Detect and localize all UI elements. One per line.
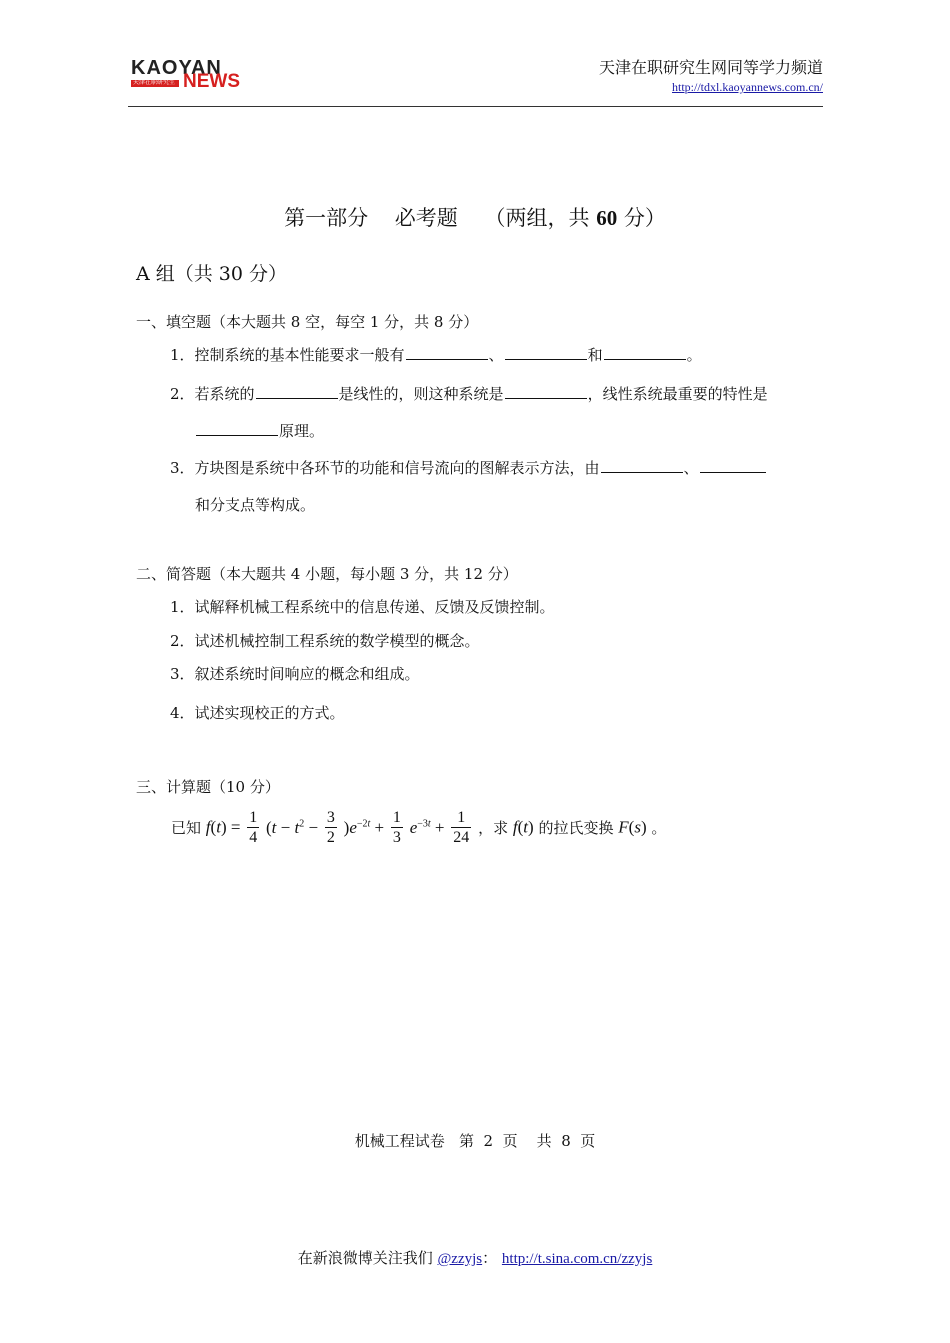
formula-ft: f(t) xyxy=(512,817,534,837)
question-2-3: 3．叙述系统时间响应的概念和组成。 xyxy=(170,665,420,683)
q1-text: 1．控制系统的基本性能要求一般有 xyxy=(170,346,405,364)
part-title xyxy=(0,204,950,232)
logo-main-text: KAOYAN xyxy=(131,57,222,79)
formula-given: 已知 xyxy=(171,819,202,837)
weibo-colon: ： xyxy=(482,1249,502,1267)
logo-tagline: 天津在职研究生 xyxy=(133,79,176,86)
question-2-2: 2．试述机械控制工程系统的数学模型的概念。 xyxy=(170,632,480,650)
q3-text-a: 3．方块图是系统中各环节的功能和信号流向的图解表示方法，由 xyxy=(170,459,600,477)
section3-heading: 三、计算题（10 分） xyxy=(136,778,280,796)
part-title-suffix: 分） xyxy=(617,206,666,230)
header-divider xyxy=(128,106,823,107)
answer-blank xyxy=(505,384,587,399)
answer-blank xyxy=(505,345,587,360)
fraction-1-24: $\frac{1}{24}$ xyxy=(453,809,470,846)
q2-text-a: 2．若系统的 xyxy=(170,385,255,403)
weibo-text: 在新浪微博关注我们 xyxy=(297,1249,438,1267)
q1-end: 。 xyxy=(686,346,702,364)
answer-blank xyxy=(604,345,686,360)
answer-blank xyxy=(256,384,338,399)
answer-blank xyxy=(406,345,488,360)
kaoyan-logo xyxy=(131,58,251,94)
group-title: A 组（共 30 分） xyxy=(136,263,288,285)
formula-exp-2: $e^{-3t}$ + xyxy=(409,817,445,837)
q2-text-c: ，线性系统最重要的特性是 xyxy=(587,385,768,403)
answer-blank xyxy=(700,458,766,473)
laplace-formula xyxy=(171,808,666,858)
question-1-1 xyxy=(170,345,702,365)
question-1-3 xyxy=(170,458,767,478)
q2-text-d: 原理。 xyxy=(279,422,325,440)
weibo-handle-link[interactable]: @zzyjs xyxy=(437,1251,483,1267)
site-name: 天津在职研究生网同等学力频道 xyxy=(598,58,823,77)
fraction-1-3: $\frac{1}{3}$ xyxy=(392,809,401,846)
formula-end: 。 xyxy=(651,819,667,837)
logo-tagline-bar xyxy=(131,80,179,87)
part-title-score: 60 xyxy=(596,206,618,230)
formula-ask2: 的拉氏变换 xyxy=(538,819,614,837)
question-1-3-cont: 和分支点等构成。 xyxy=(195,496,316,514)
question-2-1: 1．试解释机械工程系统中的信息传递、反馈及反馈控制。 xyxy=(170,598,555,616)
q1-sep2: 和 xyxy=(587,346,603,364)
page-footer: 机械工程试卷 第 2 页 共 8 页 xyxy=(354,1132,596,1150)
formula-fs: F(s) xyxy=(618,817,647,837)
q2-text-b: 是线性的，则这种系统是 xyxy=(338,385,504,403)
question-1-2-cont xyxy=(195,421,324,441)
weibo-url-link[interactable]: http://t.sina.com.cn/zzyjs xyxy=(501,1251,653,1267)
site-url-link[interactable]: http://tdxl.kaoyannews.com.cn/ xyxy=(672,80,823,94)
formula-ask: ，求 xyxy=(478,819,509,837)
fraction-3-2: $\frac{3}{2}$ xyxy=(326,809,335,846)
section1-heading: 一、填空题（本大题共 8 空，每空 1 分，共 8 分） xyxy=(136,313,479,331)
formula-lhs: f(t) = xyxy=(205,817,241,837)
fraction-1-4: $\frac{1}{4}$ xyxy=(249,809,258,846)
weibo-line xyxy=(0,1248,950,1269)
question-1-2 xyxy=(170,384,768,404)
formula-exp-1: )$e^{-2t}$ + xyxy=(343,817,385,837)
question-2-4: 4．试述实现校正的方式。 xyxy=(170,704,345,722)
answer-blank xyxy=(196,421,278,436)
section2-heading: 二、简答题（本大题共 4 小题，每小题 3 分，共 12 分） xyxy=(136,565,518,583)
part-title-prefix: 第一部分 必考题 （两组，共 xyxy=(284,206,597,230)
q1-sep1: 、 xyxy=(488,346,504,364)
logo-sub-text: NEWS xyxy=(183,71,240,92)
answer-blank xyxy=(601,458,683,473)
q3-sep: 、 xyxy=(683,459,699,477)
formula-term: ($t - t^2$ − xyxy=(266,817,319,837)
